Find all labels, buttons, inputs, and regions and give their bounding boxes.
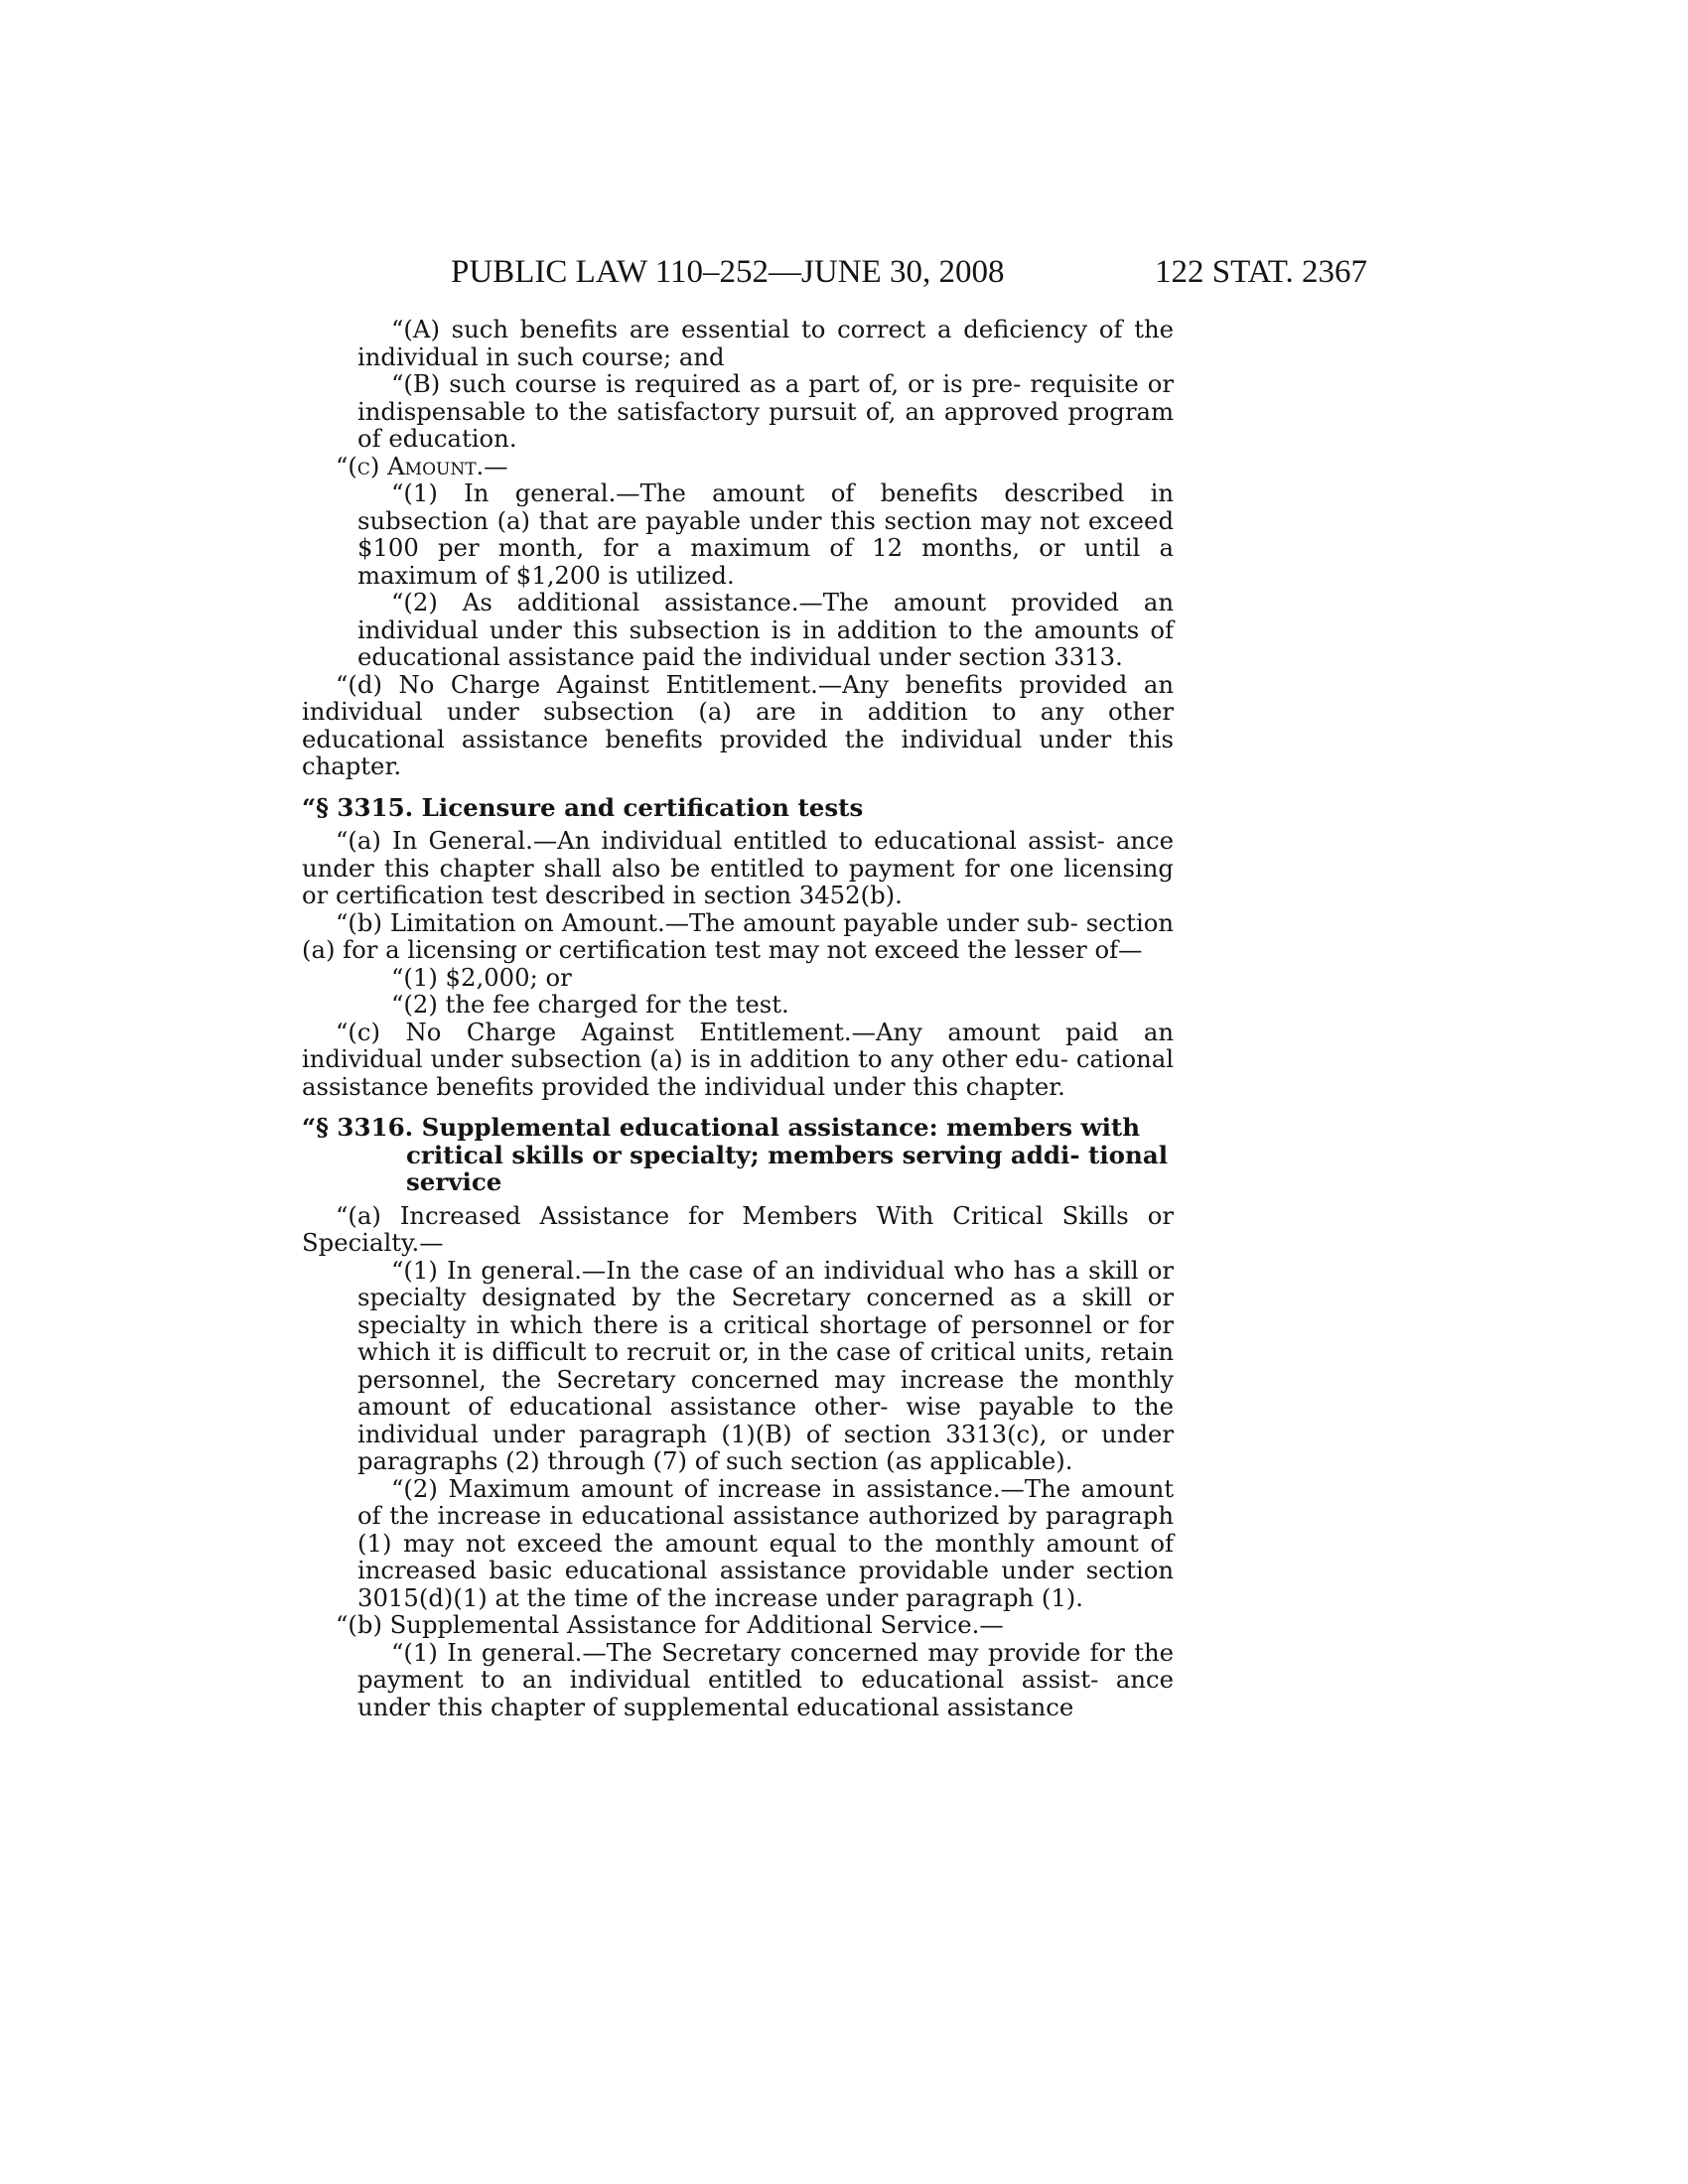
section-3316-b: “(b) Supplemental Assistance for Additional Service.— [336, 1610, 1004, 1639]
section-3315-c: “(c) No Charge Against Entitlement.—Any amount paid an individual under subsection (a) is in addition to any other edu- cational assistance benefits provided the individual under this chapter. [302, 1017, 1174, 1101]
section-3316-b1: “(1) In general.—The Secretary concerned may provide for the payment to an individual entitled to educational assist- ance under this chapter of supplemental educational assistance [357, 1637, 1174, 1721]
section-3315-a: “(a) In General.—An individual entitled to educational assist- ance under this chapter shall also be entitled to payment for one licensing or certification test described in section 3452(b). [302, 826, 1174, 909]
paragraph-c2: “(2) As additional assistance.—The amount provided an individual under this subsection is in addition to the amounts of educational assistance paid the individual under section 3313. [357, 588, 1174, 671]
section-3316-a: “(a) Increased Assistance for Members With Critical Skills or Specialty.— [302, 1200, 1174, 1257]
header-title: PUBLIC LAW 110–252—JUNE 30, 2008 [451, 254, 1005, 290]
subsection-d: “(d) No Charge Against Entitlement.—Any benefits provided an individual under subsection (a) are in addition to any other educational assistance benefits provided the individual under this chapter. [302, 669, 1174, 780]
section-3315-b1: “(1) $2,000; or [391, 962, 572, 992]
header-stat-page: 122 STAT. 2367 [1154, 254, 1367, 290]
section-3315-heading: “§ 3315. Licensure and certification tests [302, 792, 864, 822]
paragraph-c1: “(1) In general.—The amount of benefits described in subsection (a) that are payable under this section may not exceed $100 per month, for a maximum of 12 months, or until a maximum of $1,200 is utilized. [357, 478, 1174, 590]
section-3316-a1: “(1) In general.—In the case of an individual who has a skill or specialty designated by the Secretary concerned as a skill or specialty in which there is a critical shortage of personnel or for which it is difficult to recruit or, in the case of critical units, retain personnel, the Secretary concerned may increase the monthly amount of educational assistance other- wise payable to the individual under paragraph (1)(B) of section 3313(c), or under paragraphs (2) through (7) of such section (as applicable). [357, 1255, 1174, 1475]
paragraph-A: “(A) such benefits are essential to correct a deficiency of the individual in such course; and [357, 315, 1174, 371]
document-body [302, 316, 1174, 1720]
section-3315-b: “(b) Limitation on Amount.—The amount payable under sub- section (a) for a licensing or certification test may not exceed the lesser of— [302, 907, 1174, 964]
section-3316-heading: “§ 3316. Supplemental educational assistance: members with critical skills or specialty; members serving addi- tional service [302, 1113, 1169, 1196]
paragraph-B: “(B) such course is required as a part of, or is pre- requisite or indispensable to the satisfactory pursuit of, an approved program of education. [357, 369, 1174, 453]
section-3315-b2: “(2) the fee charged for the test. [391, 990, 789, 1019]
subsection-c-heading: “(c) Amount.— [336, 451, 508, 480]
running-header [437, 254, 1367, 294]
section-3316-a2: “(2) Maximum amount of increase in assistance.—The amount of the increase in educational assistance authorized by paragraph (1) may not exceed the amount equal to the monthly amount of increased basic educational assistance providable under section 3015(d)(1) at the time of the increase under paragraph (1). [357, 1473, 1174, 1612]
